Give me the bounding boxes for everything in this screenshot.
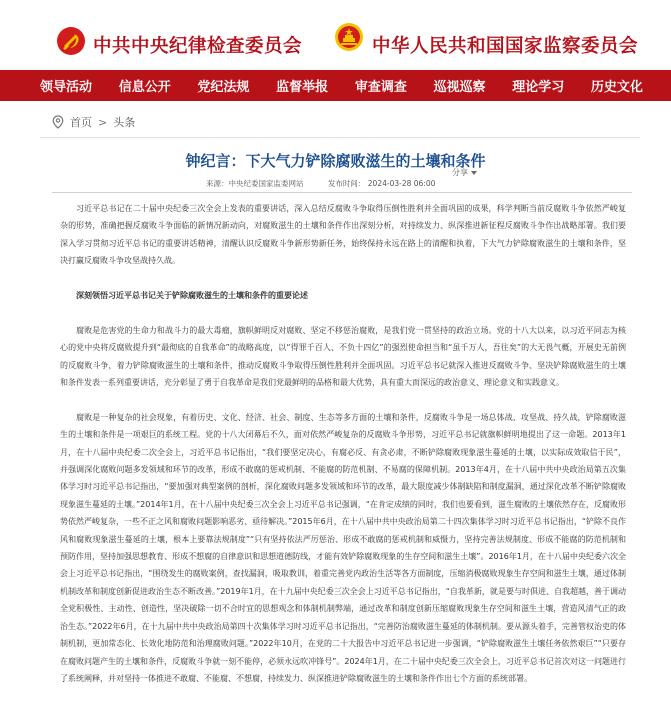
cpc-ccdi-name[interactable]: 中共中央纪律检查委员会: [93, 36, 303, 57]
breadcrumb: [52, 112, 135, 132]
article-publish-time: 发布时间： 2024-03-28 06:00: [327, 179, 436, 188]
article-paragraph: 习近平总书记在二十届中央纪委三次全会上发表的重要讲话，深入总结反腐败斗争取得压倒性胜利并全面巩固的成果，科学判断当前反腐败斗争依然严峻复杂的形势，准确把握反腐败斗争面临的新情况新动向，对腐败滋生的土壤和条件作出深刻分析，对持续发力、纵深推进新征程反腐败斗争作出战略部署。我们要深入学习贯彻习近平总书记的重要讲话精神，清醒认识反腐败斗争新形势新任务，始终保持永远在路上的清醒和执着，下大气力铲除腐败滋生的土壤和条件，坚决打赢反腐败斗争攻坚战持久战。: [60, 204, 626, 266]
breadcrumb-divider: [40, 137, 640, 138]
article-paragraph: 腐败是危害党的生命力和战斗力的最大毒瘤，旗帜鲜明反对腐败、坚定不移惩治腐败，是我们党一贯坚持的政治立场。党的十八大以来，以习近平同志为核心的党中央将反腐败提升到“最彻底的自我革命”的战略高度，以“得罪千百人、不负十四亿”的强烈使命担当和“虽千万人，吾往矣”的大无畏气概，开展史无前例的反腐败斗争，着力铲除腐败滋生的土壤和条件，推动反腐败斗争取得压倒性胜利并全面巩固。习近平总书记就深入推进反腐败斗争、坚决铲除腐败滋生的土壤和条件发表一系列重要讲话，充分彰显了勇于自我革命是我们党最鲜明的品格和最大优势，具有重大而深远的政治意义、理论意义和实践意义。: [60, 325, 626, 388]
nav-item-report[interactable]: 监督举报: [276, 80, 329, 95]
article-meta: [206, 178, 435, 189]
paragraph-gap: [60, 391, 626, 408]
share-button[interactable]: [452, 167, 477, 178]
nav-item-info-disclosure[interactable]: 信息公开: [118, 80, 171, 95]
nav-item-inspection[interactable]: 巡视巡察: [433, 80, 486, 95]
national-emblem-icon[interactable]: [334, 22, 364, 52]
site-header: [0, 0, 671, 70]
location-pin-icon: [52, 115, 64, 129]
title-divider: [52, 192, 632, 193]
party-emblem-icon[interactable]: [56, 26, 86, 56]
main-nav: [0, 70, 671, 101]
nav-item-regulations[interactable]: 党纪法规: [197, 80, 250, 95]
paragraph-gap: [60, 304, 626, 321]
article-title: 钟纪言：下大气力铲除腐败滋生的土壤和条件: [185, 152, 486, 170]
nav-item-history-culture[interactable]: 历史文化: [590, 80, 643, 95]
nsc-name[interactable]: 中华人民共和国国家监察委员会: [372, 36, 639, 57]
section-heading: 深刻领悟习近平总书记关于铲除腐败滋生的土壤和条件的重要论述: [76, 291, 308, 301]
breadcrumb-separator: >: [98, 115, 108, 129]
article-source: 来源：中央纪委国家监委网站: [206, 179, 304, 188]
nav-item-leadership[interactable]: 领导活动: [40, 80, 93, 95]
article-body: [60, 200, 626, 687]
nav-item-investigation[interactable]: 审查调查: [354, 80, 407, 95]
article-paragraph: 腐败是一种复杂的社会现象，有着历史、文化、经济、社会、制度、生态等多方面的土壤和条件，反腐败斗争是一场总体战、攻坚战、持久战，铲除腐败滋生的土壤和条件是一项艰巨的系统工程。党的十八大闭幕后不久，面对依然严峻复杂的反腐败斗争形势，习近平总书记就旗帜鲜明地提出了这一命题。2013年1月，在十八届中央纪委二次全会上，习近平总书记指出，“我们要坚定决心，有腐必反、有贪必肃，不断铲除腐败现象滋生蔓延的土壤，以实际成效取信于民”，并强调深化腐败问题多发领域和环节的改革，形成不敢腐的惩戒机制、不能腐的防范机制、不易腐的保障机制。2013年4月，在十八届中共中央政治局第五次集体学习时习近平总书记指出，“要加强对典型案例的剖析，深化腐败问题多发领域和环节的改革，最大限度减少体制缺陷和制度漏洞，通过深化改革不断铲除腐败现象滋生蔓延的土壤。”2014年1月，在十八届中央纪委三次全会上习近平总书记强调，“在肯定成绩的同时，我们也要看到，滋生腐败的土壤依然存在，反腐败形势依然严峻复杂，一些不正之风和腐败问题影响恶劣、亟待解决。”2015年6月，在十八届中共中央政治局第二十四次集体学习时习近平总书记指出，“铲除不良作风和腐败现象滋生蔓延的土壤，根本上要靠法规制度”“只有坚持依法严厉惩治、形成不敢腐的惩戒机制和威慑力，坚持完善法规制度、形成不能腐的防范机制和预防作用，坚持加强思想教育、形成不想腐的自律意识和思想道德防线，才能有效铲除腐败现象的生存空间和滋生土壤”。2016年1月，在十八届中央纪委六次全会上习近平总书记指出，“围绕发生的腐败案例，查找漏洞，吸取教训，着重完善党内政治生活等各方面制度，压缩消极腐败现象生存空间和滋生土壤，通过体制机制改革和制度创新促进政治生态不断改善。”2019年1月，在十九届中央纪委三次全会上习近平总书记指出，“自我革新，就是要与时俱进、自我超越，善于调动全党积极性、主动性、创造性，坚决破除一切不合时宜的思想观念和体制机制弊端，通过改革和制度创新压缩腐败现象生存空间和滋生土壤，营造风清气正的政治生态。”2022年6月，在十九届中共中央政治局第四十次集体学习时习近平总书记指出，“完善防治腐败滋生蔓延的体制机制。要从源头着手，完善管权治吏的体制机制，更加常态化、长效化地防范和治理腐败问题。”2022年10月，在党的二十大报告中习近平总书记进一步强调，“铲除腐败滋生土壤任务依然艰巨”“只要存在腐败问题产生的土壤和条件，反腐败斗争就一刻不能停，必须永远吹冲锋号”。2024年1月，在二十届中央纪委三次全会上，习近平总书记首次对这一问题进行了系统阐释，并对坚持一体推进不敢腐、不能腐、不想腐，持续发力、纵深推进铲除腐败滋生的土壤和条件作出七个方面的系统部署。: [60, 412, 626, 683]
breadcrumb-current[interactable]: 头条: [113, 116, 136, 129]
nav-item-theory-study[interactable]: 理论学习: [512, 80, 565, 95]
paragraph-gap: [60, 270, 626, 287]
breadcrumb-home[interactable]: 首页: [70, 116, 92, 129]
chevron-down-icon: [471, 171, 477, 175]
share-label: 分享: [452, 168, 468, 177]
